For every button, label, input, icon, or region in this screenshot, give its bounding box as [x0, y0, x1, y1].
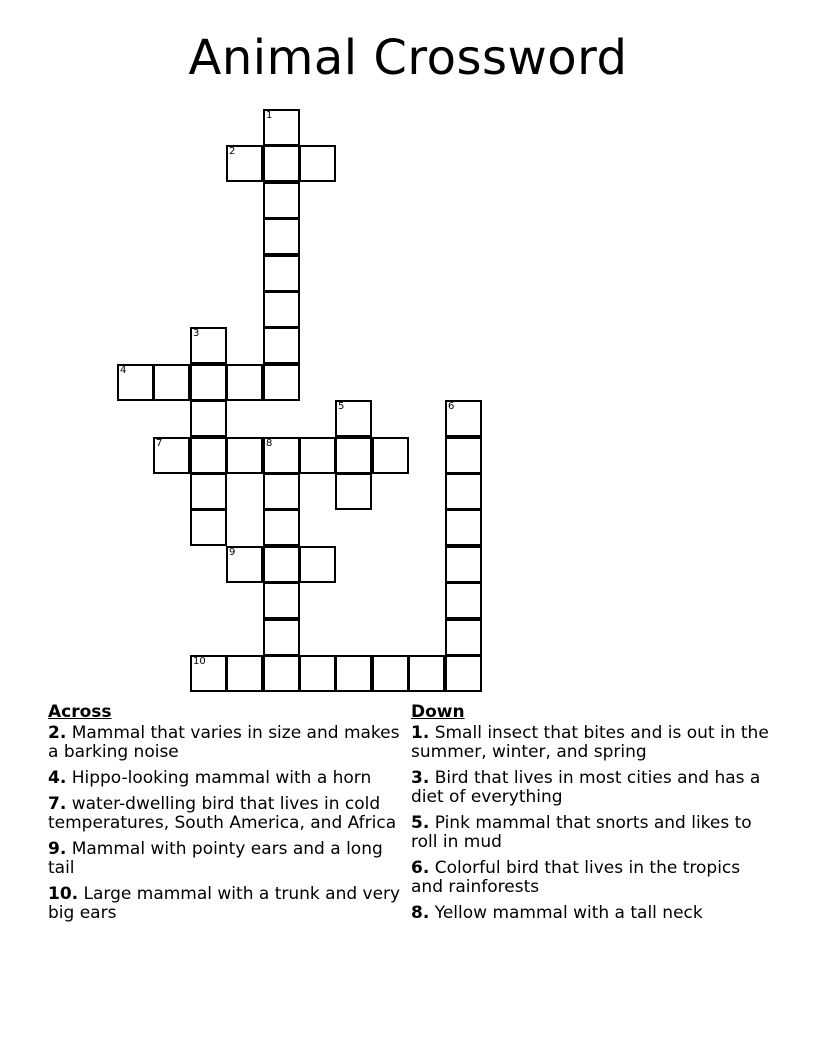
clue-number: 9.	[48, 839, 67, 859]
grid-cell[interactable]	[445, 655, 482, 692]
clue-text: Bird that lives in most cities and has a diet of everything	[411, 768, 761, 807]
grid-cell[interactable]	[190, 473, 227, 510]
grid-cell[interactable]	[226, 364, 263, 401]
clue-number: 2.	[48, 723, 67, 743]
grid-cell[interactable]	[263, 546, 300, 583]
cell-number: 9	[229, 547, 236, 558]
cell-number: 1	[266, 110, 273, 121]
grid-cell[interactable]	[190, 400, 227, 437]
grid-cell[interactable]	[299, 655, 336, 692]
cell-number: 5	[338, 401, 345, 412]
grid-cell[interactable]	[445, 473, 482, 510]
clue-text: Yellow mammal with a tall neck	[429, 903, 703, 923]
cell-number: 2	[229, 146, 236, 157]
grid-cell[interactable]	[190, 364, 227, 401]
grid-cell[interactable]	[190, 327, 227, 364]
grid-cell[interactable]	[445, 400, 482, 437]
grid-cell[interactable]	[445, 509, 482, 546]
grid-cell[interactable]	[226, 546, 263, 583]
grid-cell[interactable]	[263, 437, 300, 474]
clue-across-10	[48, 885, 408, 923]
grid-cell[interactable]	[263, 473, 300, 510]
grid-cell[interactable]	[226, 145, 263, 182]
grid-cell[interactable]	[263, 655, 300, 692]
down-heading: Down	[411, 702, 465, 722]
grid-cell[interactable]	[263, 619, 300, 656]
clue-down-1	[411, 724, 771, 762]
grid-cell[interactable]	[335, 655, 372, 692]
clue-text: Mammal that varies in size and makes a barking noise	[48, 723, 400, 762]
grid-cell[interactable]	[263, 182, 300, 219]
grid-cell[interactable]	[263, 291, 300, 328]
clue-number: 6.	[411, 858, 430, 878]
clue-number: 7.	[48, 794, 67, 814]
grid-cell[interactable]	[445, 619, 482, 656]
cell-number: 10	[193, 656, 206, 667]
grid-cell[interactable]	[190, 655, 227, 692]
grid-cell[interactable]	[263, 327, 300, 364]
clue-text: Small insect that bites and is out in the summer, winter, and spring	[411, 723, 769, 762]
grid-cell[interactable]	[445, 437, 482, 474]
clue-number: 8.	[411, 903, 430, 923]
clue-text: Mammal with pointy ears and a long tail	[48, 839, 383, 878]
grid-cell[interactable]	[263, 255, 300, 292]
clue-down-6	[411, 859, 771, 897]
grid-cell[interactable]	[299, 546, 336, 583]
clue-text: Hippo-looking mammal with a horn	[66, 768, 372, 788]
grid-cell[interactable]	[263, 582, 300, 619]
grid-cell[interactable]	[226, 437, 263, 474]
cell-number: 8	[266, 438, 273, 449]
grid-cell[interactable]	[153, 364, 190, 401]
grid-cell[interactable]	[263, 364, 300, 401]
grid-cell[interactable]	[335, 400, 372, 437]
grid-cell[interactable]	[263, 109, 300, 146]
down-clues	[411, 702, 771, 930]
grid-cell[interactable]	[153, 437, 190, 474]
across-heading: Across	[48, 702, 112, 722]
cell-number: 7	[156, 438, 163, 449]
across-clues	[48, 702, 408, 930]
clue-number: 4.	[48, 768, 67, 788]
grid-cell[interactable]	[190, 509, 227, 546]
clue-across-4	[48, 769, 408, 788]
clue-across-2	[48, 724, 408, 762]
grid-cell[interactable]	[445, 582, 482, 619]
page-title: Animal Crossword	[188, 30, 628, 86]
grid-cell[interactable]	[263, 145, 300, 182]
grid-cell[interactable]	[226, 655, 263, 692]
grid-cell[interactable]	[335, 437, 372, 474]
clue-down-3	[411, 769, 771, 807]
clue-text: Colorful bird that lives in the tropics and rainforests	[411, 858, 741, 897]
clue-text: Large mammal with a trunk and very big ears	[48, 884, 401, 923]
clue-number: 1.	[411, 723, 430, 743]
clue-number: 10.	[48, 884, 79, 904]
grid-cell[interactable]	[408, 655, 445, 692]
grid-cell[interactable]	[335, 473, 372, 510]
clue-number: 3.	[411, 768, 430, 788]
grid-cell[interactable]	[263, 218, 300, 255]
clue-number: 5.	[411, 813, 430, 833]
cell-number: 6	[448, 401, 455, 412]
grid-cell[interactable]	[117, 364, 154, 401]
grid-cell[interactable]	[372, 437, 409, 474]
grid-cell[interactable]	[299, 437, 336, 474]
grid-cell[interactable]	[190, 437, 227, 474]
grid-cell[interactable]	[299, 145, 336, 182]
grid-cell[interactable]	[372, 655, 409, 692]
grid-cell[interactable]	[263, 509, 300, 546]
clue-down-8	[411, 904, 771, 923]
cell-number: 3	[193, 328, 200, 339]
clue-down-5	[411, 814, 771, 852]
grid-cell[interactable]	[445, 546, 482, 583]
clue-across-7	[48, 795, 408, 833]
clue-text: Pink mammal that snorts and likes to roll in mud	[411, 813, 752, 852]
clue-text: water-dwelling bird that lives in cold temperatures, South America, and Africa	[48, 794, 397, 833]
clue-across-9	[48, 840, 408, 878]
cell-number: 4	[120, 365, 127, 376]
